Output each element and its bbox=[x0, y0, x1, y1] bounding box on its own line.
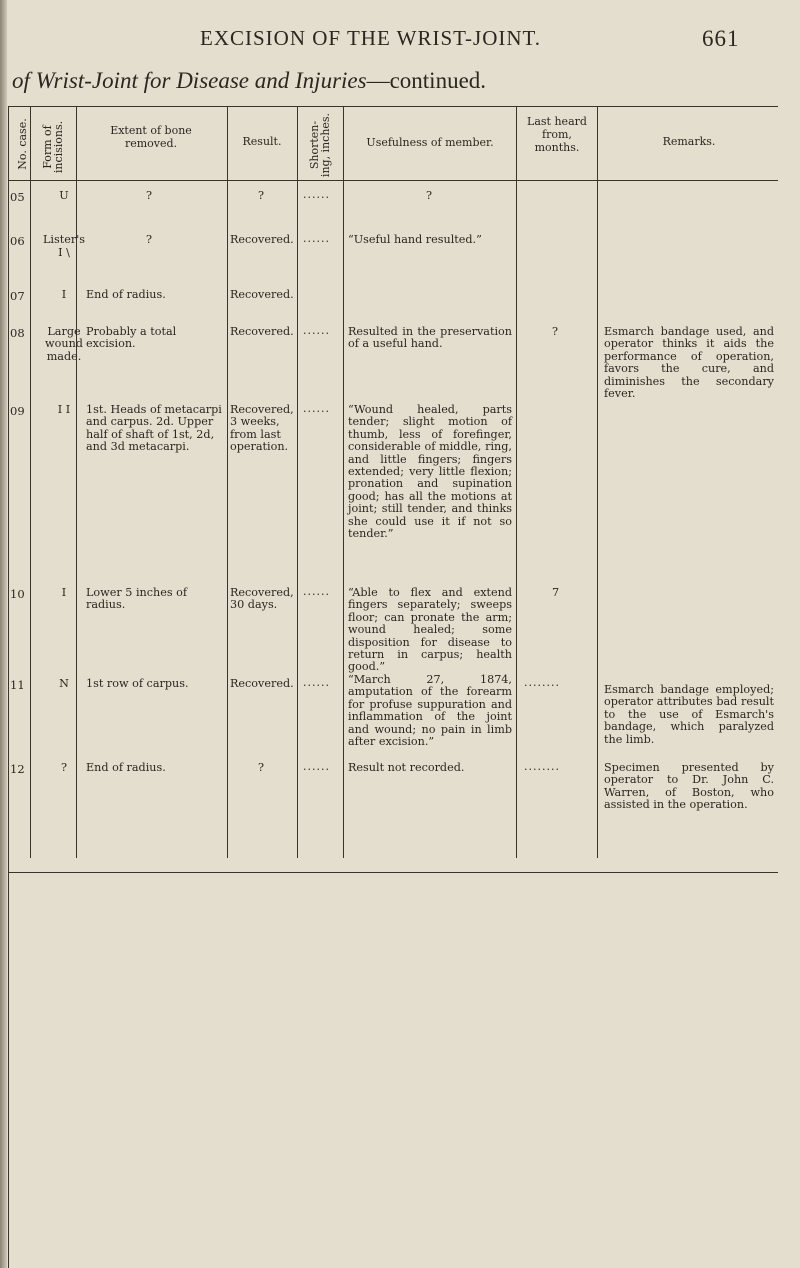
usefulness: Resulted in the preservation of a useful hand. bbox=[348, 325, 512, 351]
bone-extent: Probably a total excision. bbox=[86, 325, 177, 351]
col-rule bbox=[343, 106, 344, 858]
bone-extent: 1st row of carpus. bbox=[86, 677, 189, 690]
header-bottom-rule bbox=[8, 180, 778, 181]
header-form: Form of incisions. bbox=[41, 120, 65, 174]
case-number: 11 bbox=[10, 678, 25, 692]
incision-form-mark: I \ bbox=[58, 246, 70, 259]
col-rule bbox=[76, 106, 77, 858]
running-title: EXCISION OF THE WRIST-JOINT. bbox=[200, 26, 542, 50]
header-last-heard: Last heard from, months. bbox=[527, 115, 587, 154]
case-number: 06 bbox=[10, 234, 25, 248]
table-bottom-rule bbox=[8, 872, 778, 873]
table-left-rule bbox=[8, 106, 9, 1268]
shortening: ...... bbox=[303, 585, 330, 598]
col-rule bbox=[516, 106, 517, 858]
shortening: ...... bbox=[303, 402, 330, 415]
remarks: Specimen presented by operator to Dr. John C. Warren, of Boston, who assisted in the operation. bbox=[604, 761, 774, 812]
header-usefulness: Usefulness of member. bbox=[366, 136, 494, 149]
col-rule bbox=[227, 106, 228, 858]
shortening: ...... bbox=[303, 232, 330, 245]
result: ? bbox=[258, 761, 264, 774]
usefulness: “Wound healed, parts tender; slight motion of thumb, less of forefinger, considerable of middle, ring, and little fingers; fingers extended; very little flexion; pronation and supination good; has all the motions at joint; still tender, and thinks she could use it if not so tender.” bbox=[348, 403, 512, 541]
header-result: Result. bbox=[242, 135, 282, 148]
usefulness: ? bbox=[426, 189, 432, 202]
header-extent: Extent of bone removed. bbox=[110, 124, 192, 150]
result: ? bbox=[258, 189, 264, 202]
usefulness: Result not recorded. bbox=[348, 761, 465, 774]
table-title-text: of Wrist-Joint for Disease and Injuries bbox=[12, 68, 367, 93]
last-heard: ? bbox=[552, 325, 558, 338]
header-shortening: Shorten-ing, inches. bbox=[308, 112, 332, 178]
case-number: 08 bbox=[10, 326, 25, 340]
col-rule bbox=[297, 106, 298, 858]
table-top-rule bbox=[8, 106, 778, 107]
page-edge bbox=[0, 0, 7, 1268]
result: Recovered. bbox=[230, 677, 294, 690]
result: Recovered. bbox=[230, 233, 294, 246]
table-title bbox=[12, 68, 486, 94]
table-title-continued: —continued. bbox=[366, 68, 487, 93]
shortening: ...... bbox=[303, 760, 330, 773]
last-heard: ........ bbox=[524, 676, 560, 689]
page-number: 661 bbox=[702, 26, 740, 51]
incision-form: N bbox=[59, 677, 69, 690]
col-rule bbox=[30, 106, 31, 858]
bone-extent: Lower 5 inches of radius. bbox=[86, 586, 187, 612]
bone-extent: End of radius. bbox=[86, 761, 166, 774]
result: Recovered, 3 weeks, from last operation. bbox=[230, 403, 294, 454]
incision-form: I bbox=[61, 586, 67, 599]
result: Recovered. bbox=[230, 288, 294, 301]
bone-extent: 1st. Heads of metacarpi and carpus. 2d. Upper half of shaft of 1st, 2d, and 3d metacarpi. bbox=[86, 403, 222, 454]
result: Recovered. bbox=[230, 325, 294, 338]
header-remarks: Remarks. bbox=[662, 135, 716, 148]
last-heard: ........ bbox=[524, 760, 560, 773]
header-case-no: No. case. bbox=[16, 118, 29, 170]
last-heard: 7 bbox=[552, 586, 560, 599]
incision-form: ? bbox=[61, 761, 67, 774]
result: Recovered, 30 days. bbox=[230, 586, 294, 612]
case-number: 12 bbox=[10, 762, 25, 776]
incision-form: Lister's bbox=[42, 233, 86, 246]
remarks: Esmarch bandage employed; operator attributes bad result to the use of Esmarch's bandage, which paralyzed the limb. bbox=[604, 683, 774, 746]
col-rule bbox=[597, 106, 598, 858]
incision-form: I bbox=[61, 288, 67, 301]
shortening: ...... bbox=[303, 676, 330, 689]
incision-form: I I bbox=[57, 403, 71, 416]
usefulness: “March 27, 1874, amputation of the forearm for profuse suppuration and inflammation of the joint and wound; no pain in limb after excision.” bbox=[348, 673, 512, 749]
bone-extent: ? bbox=[146, 189, 152, 202]
remarks: Esmarch bandage used, and operator thinks it aids the performance of operation, favors the cure, and diminishes the secondary fever. bbox=[604, 325, 774, 401]
case-number: 07 bbox=[10, 289, 25, 303]
shortening: ...... bbox=[303, 188, 330, 201]
case-number: 05 bbox=[10, 190, 25, 204]
bone-extent: ? bbox=[146, 233, 152, 246]
incision-form: U bbox=[59, 189, 69, 202]
case-number: 09 bbox=[10, 404, 25, 418]
usefulness: “Able to flex and extend fingers separately; sweeps floor; can pronate the arm; wound healed; some disposition for disease to return in carpus; health good.” bbox=[348, 586, 512, 674]
shortening: ...... bbox=[303, 324, 330, 337]
incision-form: Large wound made. bbox=[45, 325, 83, 363]
case-number: 10 bbox=[10, 587, 25, 601]
bone-extent: End of radius. bbox=[86, 288, 166, 301]
usefulness: “Useful hand resulted.” bbox=[348, 233, 482, 246]
